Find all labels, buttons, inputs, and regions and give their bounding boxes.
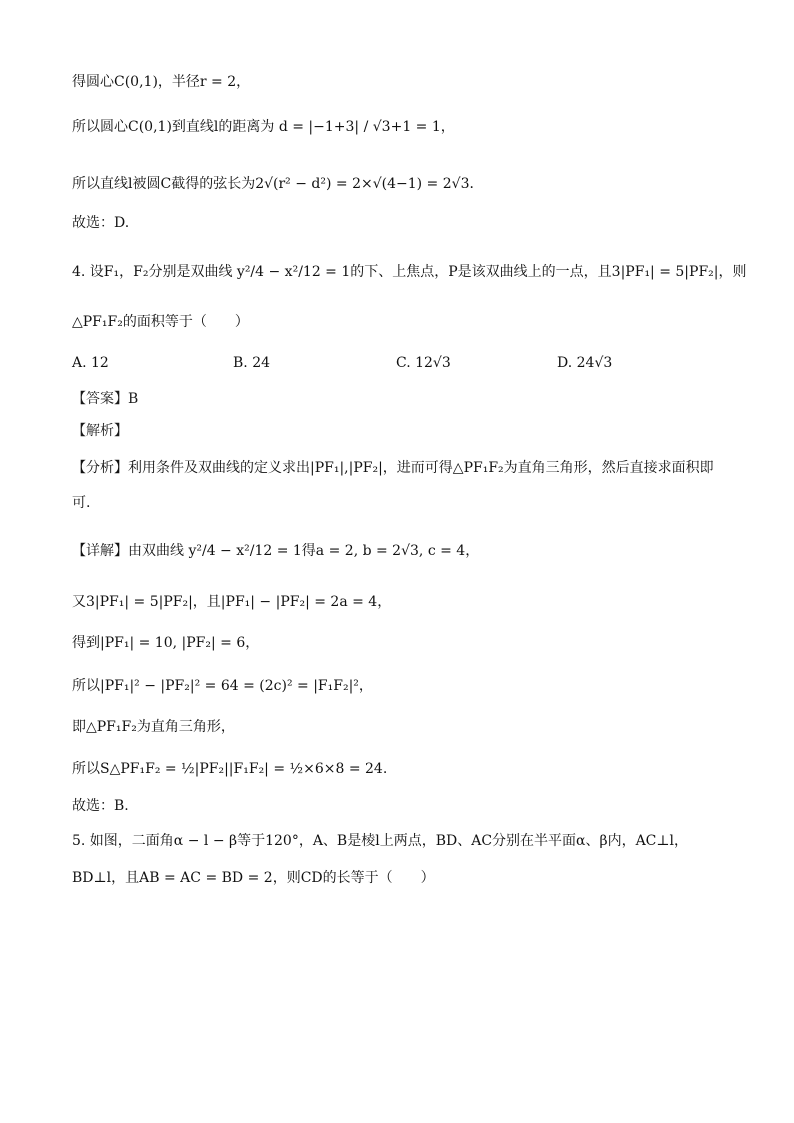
line-choice-d	[72, 213, 129, 233]
question-5-stem-2-text: BD⊥l，且AB = AC = BD = 2，则CD的长等于（ ）	[72, 870, 435, 886]
detail-line-2	[72, 592, 391, 612]
analysis-label-text: 【解析】	[72, 423, 128, 439]
option-c	[396, 353, 451, 373]
line-distance-math: d = |−1+3| / √3+1 = 1，	[278, 119, 455, 135]
question-4-stem-text: 4. 设F₁，F₂分别是双曲线 y²/4 − x²/12 = 1的下、上焦点，P是该双曲线上的一点，且3|PF₁| = 5|PF₂|，则	[72, 264, 747, 280]
line-center-radius	[72, 72, 250, 92]
line-chord-length	[72, 174, 483, 194]
option-c-text: C. 12√3	[396, 355, 451, 371]
question-5-stem	[72, 831, 688, 851]
detail-line-4-text: 所以|PF₁|² − |PF₂|² = 64 = (2c)² = |F₁F₂|²，	[72, 678, 373, 694]
question-4-stem-2-text: △PF₁F₂的面积等于（ ）	[72, 314, 249, 330]
analysis-label	[72, 421, 128, 441]
option-d	[557, 353, 612, 373]
line-distance	[72, 117, 455, 137]
detail-line-2-text: 又3|PF₁| = 5|PF₂|，且|PF₁| − |PF₂| = 2a = 4，	[72, 594, 392, 610]
detail-line-3-text: 得到|PF₁| = 10, |PF₂| = 6，	[72, 635, 260, 651]
detail-line-7-text: 故选：B.	[72, 798, 129, 814]
option-d-text: D. 24√3	[557, 355, 613, 371]
fenxi-line-1	[72, 458, 714, 478]
detail-line-1	[72, 541, 479, 561]
detail-line-5-text: 即△PF₁F₂为直角三角形，	[72, 719, 235, 735]
detail-line-5	[72, 717, 235, 737]
line-center-radius-text: 得圆心C(0,1)，半径r = 2，	[72, 74, 251, 90]
detail-line-4	[72, 676, 373, 696]
answer-label-text: 【答案】B	[72, 391, 139, 407]
option-b-text: B. 24	[233, 355, 271, 371]
answer-label	[72, 389, 138, 409]
fenxi-line-2	[72, 493, 90, 513]
option-a	[72, 353, 109, 373]
fenxi-line-2-text: 可.	[72, 495, 91, 511]
detail-line-1-text: 【详解】由双曲线 y²/4 − x²/12 = 1得a = 2, b = 2√3, c = 4，	[72, 543, 480, 559]
option-a-text: A. 12	[72, 355, 109, 371]
fenxi-line-1-text: 【分析】利用条件及双曲线的定义求出|PF₁|,|PF₂|，进而可得△PF₁F₂为直角三角形，然后直接求面积即	[72, 460, 714, 476]
line-chord-length-text: 所以直线l被圆C截得的弦长为2√(r² − d²) = 2×√(4−1) = 2√3．	[72, 176, 484, 192]
question-4-stem-2	[72, 312, 249, 332]
question-5-stem-2	[72, 868, 435, 888]
detail-line-7	[72, 796, 129, 816]
detail-line-6-text: 所以S△PF₁F₂ = ½|PF₂||F₁F₂| = ½×6×8 = 24.	[72, 761, 388, 777]
detail-line-3	[72, 633, 259, 653]
option-b	[233, 353, 270, 373]
question-4-stem	[72, 262, 747, 282]
line-choice-d-text: 故选：D.	[72, 215, 130, 231]
detail-line-6	[72, 759, 387, 779]
question-5-stem-text: 5. 如图，二面角α − l − β等于120°，A、B是棱l上两点，BD、AC分别在半平面α、β内，AC⊥l，	[72, 833, 689, 849]
line-distance-pre: 所以圆心C(0,1)到直线l的距离为	[72, 119, 275, 135]
